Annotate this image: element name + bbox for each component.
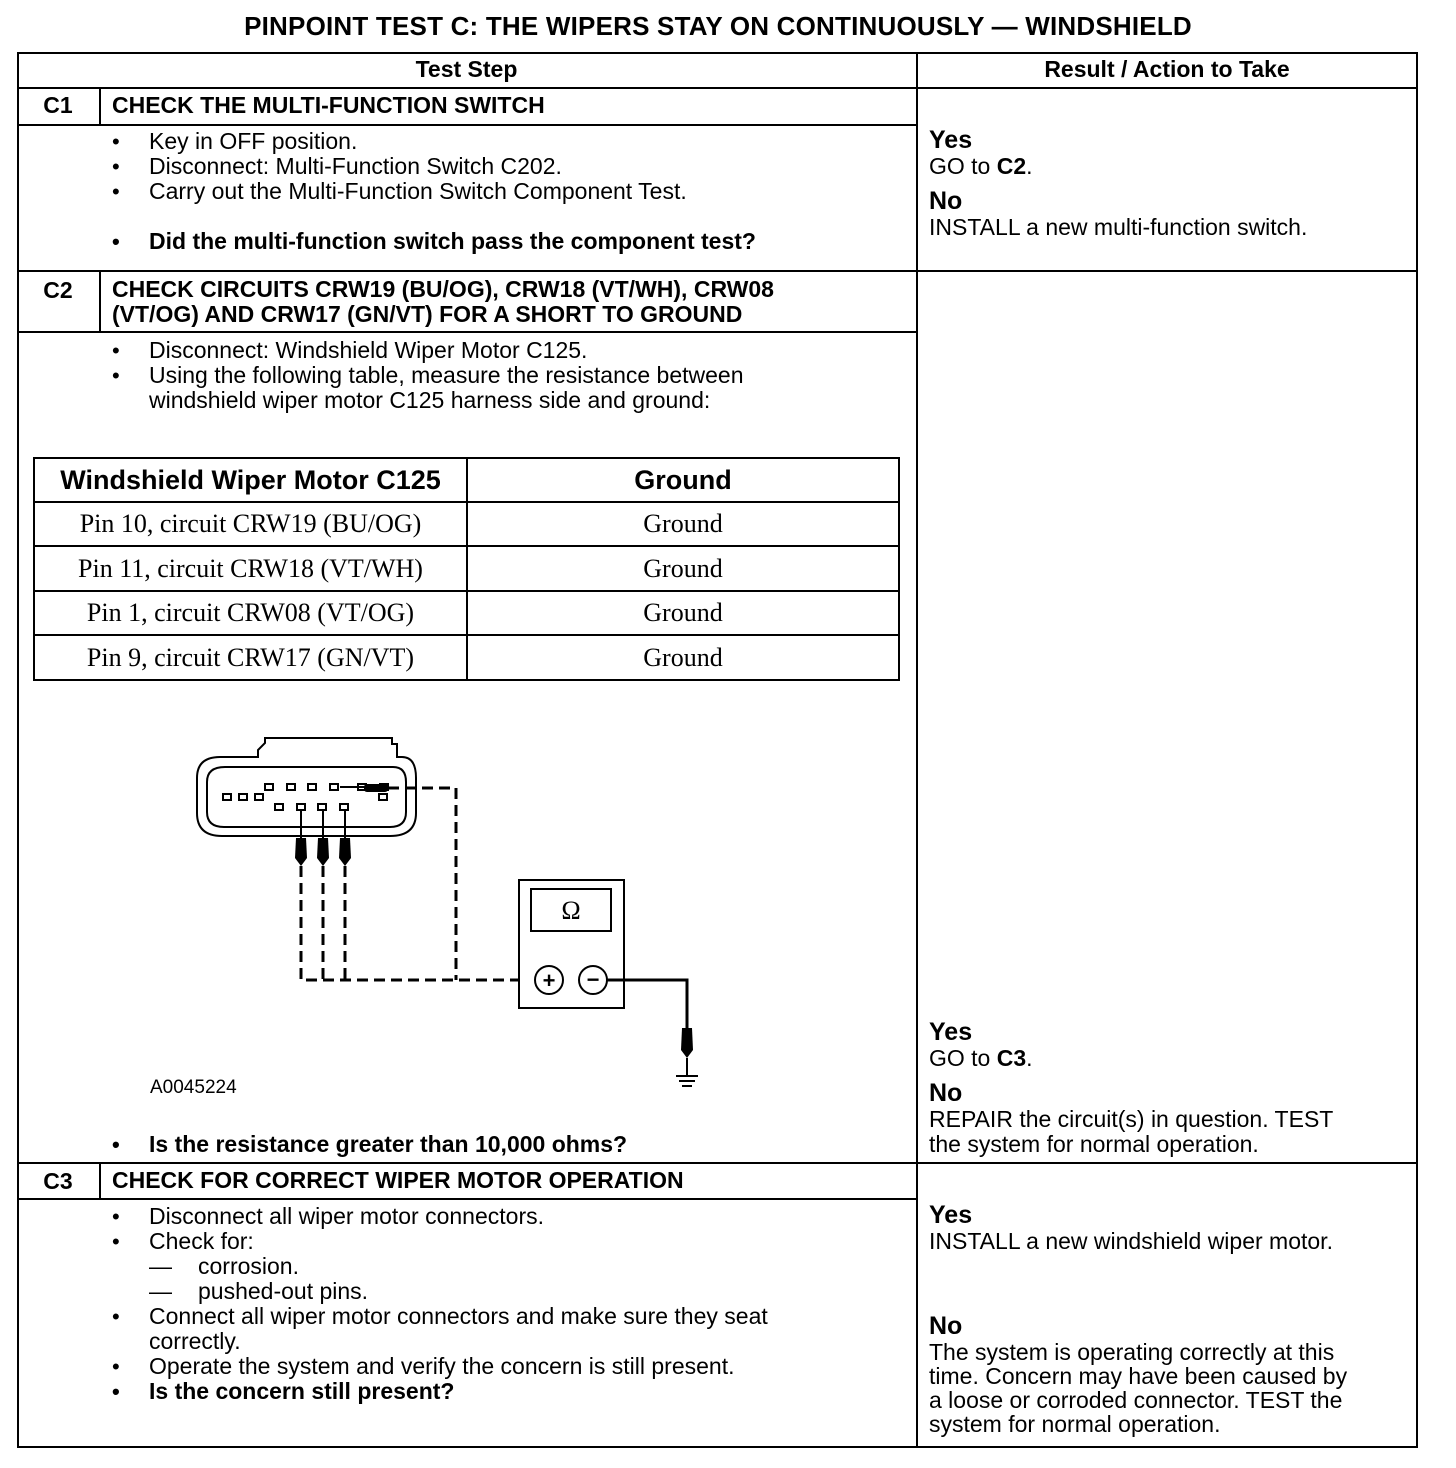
table-cell-ground: Ground: [643, 598, 723, 627]
ohmmeter: [519, 880, 624, 1008]
c1-step-1: Key in OFF position.: [149, 128, 358, 154]
c1-id-divider: [99, 87, 101, 126]
c3-no-line-4: system for normal operation.: [929, 1411, 1221, 1437]
c1-yes-label: Yes: [929, 126, 973, 154]
c3-bullet-1: •: [112, 1204, 120, 1229]
plus-sign: +: [542, 968, 556, 993]
c2-bullet-2: •: [112, 363, 120, 388]
probe-tip: [364, 784, 388, 792]
c1-title-divider: [17, 124, 918, 126]
c1-yes-text: GO to C2.: [929, 153, 1033, 179]
table-cell-ground: Ground: [643, 509, 723, 538]
c1-no-text: INSTALL a new multi-function switch.: [929, 214, 1308, 240]
c2-step-2-line-2: windshield wiper motor C125 harness side and ground:: [149, 387, 711, 413]
c3-id-divider: [99, 1162, 101, 1200]
c3-sub-1: corrosion.: [198, 1253, 299, 1279]
c2-bottom-divider: [17, 1162, 1418, 1164]
c3-no-line-2: time. Concern may have been caused by: [929, 1363, 1348, 1389]
minus-sign: −: [586, 967, 600, 992]
c3-bullet-question: •: [112, 1379, 120, 1404]
table-cell-pin: Pin 10, circuit CRW19 (BU/OG): [79, 509, 422, 538]
c3-bullet-3: •: [112, 1304, 120, 1329]
c1-yes-target[interactable]: C2: [996, 153, 1027, 179]
resistance-table-header-connector: Windshield Wiper Motor C125: [60, 464, 441, 495]
ground-symbol-icon: [676, 1076, 698, 1086]
c2-step-id: C2: [43, 277, 73, 303]
c1-bullet-question: •: [112, 229, 120, 254]
c3-no-line-3: a loose or corroded connector. TEST the: [929, 1387, 1343, 1413]
figure-id: A0045224: [150, 1077, 237, 1098]
header-divider: [17, 87, 1418, 89]
c1-step-id: C1: [43, 92, 73, 118]
header-test-step: Test Step: [415, 56, 518, 82]
c3-bullet-2: •: [112, 1229, 120, 1254]
page-title: PINPOINT TEST C: THE WIPERS STAY ON CONTINUOUSLY — WINDSHIELD: [244, 11, 1192, 41]
probe-leads: [295, 838, 351, 866]
c2-yes-label: Yes: [929, 1018, 973, 1046]
c2-yes-target[interactable]: C3: [996, 1045, 1027, 1071]
c2-no-line-1: REPAIR the circuit(s) in question. TEST: [929, 1106, 1334, 1132]
connector-face: [207, 767, 406, 827]
c3-question: Is the concern still present?: [149, 1378, 455, 1404]
ground-clip: [681, 1028, 693, 1058]
c3-step-title: CHECK FOR CORRECT WIPER MOTOR OPERATION: [112, 1167, 684, 1193]
column-divider: [916, 52, 918, 1448]
c3-sub-2: pushed-out pins.: [198, 1278, 369, 1304]
c2-no-label: No: [929, 1079, 963, 1107]
c3-dash-1: —: [149, 1253, 172, 1279]
table-cell-ground: Ground: [643, 553, 723, 583]
c2-bullet-question: •: [112, 1132, 120, 1157]
ohmmeter-diagram: [150, 730, 710, 1090]
c1-bullet-1: •: [112, 129, 120, 154]
c1-step-title: CHECK THE MULTI-FUNCTION SWITCH: [112, 92, 545, 118]
c2-bullet-1: •: [112, 338, 120, 363]
c3-step-3-line-2: correctly.: [149, 1328, 241, 1354]
c2-title-divider: [17, 331, 918, 333]
c1-step-2: Disconnect: Multi-Function Switch C202.: [149, 153, 562, 179]
test-leads-dashed: [301, 788, 535, 980]
c2-step-title-line-1: CHECK CIRCUITS CRW19 (BU/OG), CRW18 (VT/WH), CRW08: [112, 276, 774, 302]
c1-bottom-divider: [17, 270, 1418, 272]
c3-no-line-1: The system is operating correctly at this: [929, 1339, 1335, 1365]
c2-question: Is the resistance greater than 10,000 ohms?: [149, 1131, 628, 1157]
c3-bullet-4: •: [112, 1354, 120, 1379]
c1-no-label: No: [929, 187, 963, 215]
c3-step-3-line-1: Connect all wiper motor connectors and make sure they seat: [149, 1303, 768, 1329]
c1-step-3: Carry out the Multi-Function Switch Component Test.: [149, 178, 687, 204]
c1-bullet-2: •: [112, 154, 120, 179]
c1-question: Did the multi-function switch pass the component test?: [149, 228, 756, 254]
resistance-table: [33, 457, 900, 681]
c3-step-id: C3: [43, 1168, 73, 1194]
c2-step-1: Disconnect: Windshield Wiper Motor C125.: [149, 337, 588, 363]
c3-dash-2: —: [149, 1278, 172, 1304]
c3-step-4: Operate the system and verify the concern is still present.: [149, 1353, 735, 1379]
c2-id-divider: [99, 270, 101, 332]
c3-yes-label: Yes: [929, 1201, 973, 1229]
c3-no-label: No: [929, 1312, 963, 1340]
table-cell-ground: Ground: [643, 642, 723, 672]
c2-yes-text: GO to C3.: [929, 1045, 1033, 1071]
c3-title-divider: [17, 1198, 918, 1200]
c1-bullet-3: •: [112, 179, 120, 204]
c3-yes-text: INSTALL a new windshield wiper motor.: [929, 1228, 1333, 1254]
c3-step-1: Disconnect all wiper motor connectors.: [149, 1203, 544, 1229]
c2-no-line-2: the system for normal operation.: [929, 1131, 1259, 1157]
table-cell-pin: Pin 9, circuit CRW17 (GN/VT): [86, 642, 415, 672]
table-cell-pin: Pin 11, circuit CRW18 (VT/WH): [78, 553, 423, 583]
table-cell-pin: Pin 1, circuit CRW08 (VT/OG): [86, 598, 415, 627]
ohm-symbol: Ω: [561, 896, 581, 925]
resistance-table-header-ground: Ground: [634, 464, 732, 495]
c3-step-2: Check for:: [149, 1228, 254, 1254]
c2-step-2-line-1: Using the following table, measure the resistance between: [149, 362, 744, 388]
c2-step-title-line-2: (VT/OG) AND CRW17 (GN/VT) FOR A SHORT TO GROUND: [112, 301, 743, 327]
header-result: Result / Action to Take: [1044, 56, 1290, 82]
